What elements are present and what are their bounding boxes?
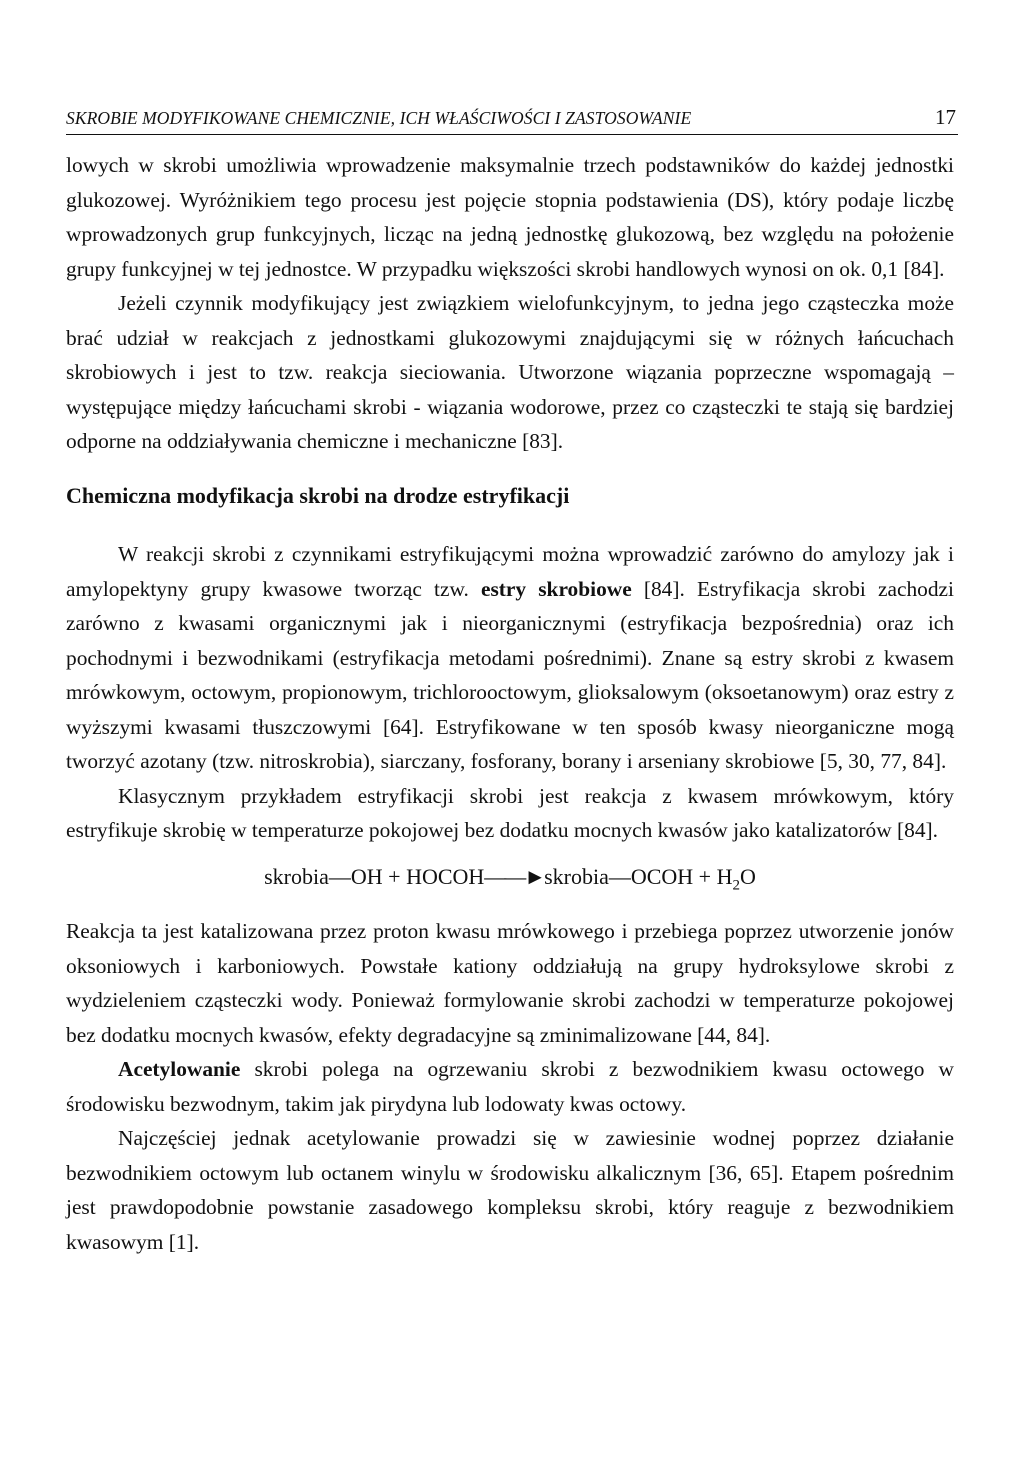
paragraph-3 — [66, 537, 954, 779]
section-heading: Chemiczna modyfikacja skrobi na drodze estryfikacji — [66, 482, 570, 508]
term-acetylowanie: Acetylowanie — [118, 1057, 241, 1082]
body-text — [66, 148, 954, 1259]
paragraph-7: Najczęściej jednak acetylowanie prowadzi się w zawiesinie wodnej poprzez działanie bezwodnikiem octowym lub octanem winylu w środowisku alkalicznym [36, 65]. Etapem pośrednim jest prawdopodobnie powstanie zasadowego kompleksu skrobi, który reaguje z bezwodnikiem kwasowym [1]. — [66, 1126, 954, 1254]
equation-left: skrobia—OH + HOCOH — [264, 863, 485, 889]
paragraph-6 — [66, 1052, 954, 1121]
term-estry-skrobiowe: estry skrobiowe — [480, 576, 632, 601]
paragraph-4: Klasycznym przykładem estryfikacji skrobi jest reakcja z kwasem mrówkowym, który estryfikuje skrobię w temperaturze pokojowej bez dodatku mocnych kwasów jako katalizatorów [84]. — [66, 783, 954, 842]
equation-subscript: 2 — [732, 876, 740, 893]
paragraph-5: Reakcja ta jest katalizowana przez proton kwasu mrówkowego i przebiega poprzez utworzenie jonów oksoniowych i karboniowych. Powstałe kationy oddziałują na grupy hydroksylowe skrobi z wydzieleniem cząsteczki wody. Ponieważ formylowanie skrobi zachodzi w temperaturze pokojowej bez dodatku mocnych kwasów, efekty degradacyjne są zminimalizowane [44, 84]. — [66, 919, 954, 1047]
paragraph-3-part-b: [84]. Estryfikacja skrobi zachodzi zarówno z kwasami organicznymi jak i nieorganicznymi (estryfikacja bezpośrednia) oraz ich pochodnymi i bezwodnikami (estryfikacja metodami pośrednimi). Znane są estry skrobi z kwasem mrówkowym, octowym, propionowym, trichlorooctowym, glioksalowym (oksoetanowym) oraz estry z wyższymi kwasami tłuszczowymi [64]. Estryfikowane w ten sposób kwasy nieorganiczne mogą tworzyć azotany (tzw. nitroskrobia), siarczany, fosforany, borany i arseniany skrobiowe [5, 30, 77, 84]. — [66, 576, 954, 773]
page-number: 17 — [935, 105, 956, 129]
paragraph-2: Jeżeli czynnik modyfikujący jest związkiem wielofunkcyjnym, to jedna jego cząsteczka może brać udział w reakcjach z jednostkami glukozowymi znajdującymi się w różnych łańcuchach skrobiowych i jest to tzw. reakcja sieciowania. Utworzone wiązania poprzeczne wspomagają – występujące między łańcuchami skrobi - wiązania wodorowe, przez co cząsteczki te stają się bardziej odporne na oddziaływania chemiczne i mechaniczne [83]. — [66, 291, 954, 453]
paragraph-3-part-a: W reakcji skrobi z czynnikami estryfikującymi można wprowadzić zarówno do amylozy jak i amylopektyny grupy kwasowe tworząc tzw. — [66, 542, 954, 601]
reaction-equation — [66, 860, 954, 903]
paragraph-6-text: skrobi polega na ogrzewaniu skrobi z bezwodnikiem kwasu octowego w środowisku bezwodnym, takim jak pirydyna lub lodowaty kwas octowy. — [66, 1057, 954, 1116]
running-header — [66, 104, 958, 135]
paragraph-1: lowych w skrobi umożliwia wprowadzenie maksymalnie trzech podstawników do każdej jednostki glukozowej. Wyróżnikiem tego procesu jest pojęcie stopnia podstawienia (DS), który podaje liczbę wprowadzonych grup funkcyjnych, licząc na jedną jednostkę glukozową, bez względu na położenie grupy funkcyjnej w tej jednostce. W przypadku większości skrobi handlowych wynosi on ok. 0,1 [84]. — [66, 153, 954, 281]
reaction-arrow-icon: ——► — [484, 863, 545, 889]
equation-right: skrobia—OCOH + H — [544, 863, 733, 889]
equation-tail: O — [739, 863, 756, 889]
header-title: SKROBIE MODYFIKOWANE CHEMICZNIE, ICH WŁAŚCIWOŚCI I ZASTOSOWANIE — [66, 108, 692, 128]
